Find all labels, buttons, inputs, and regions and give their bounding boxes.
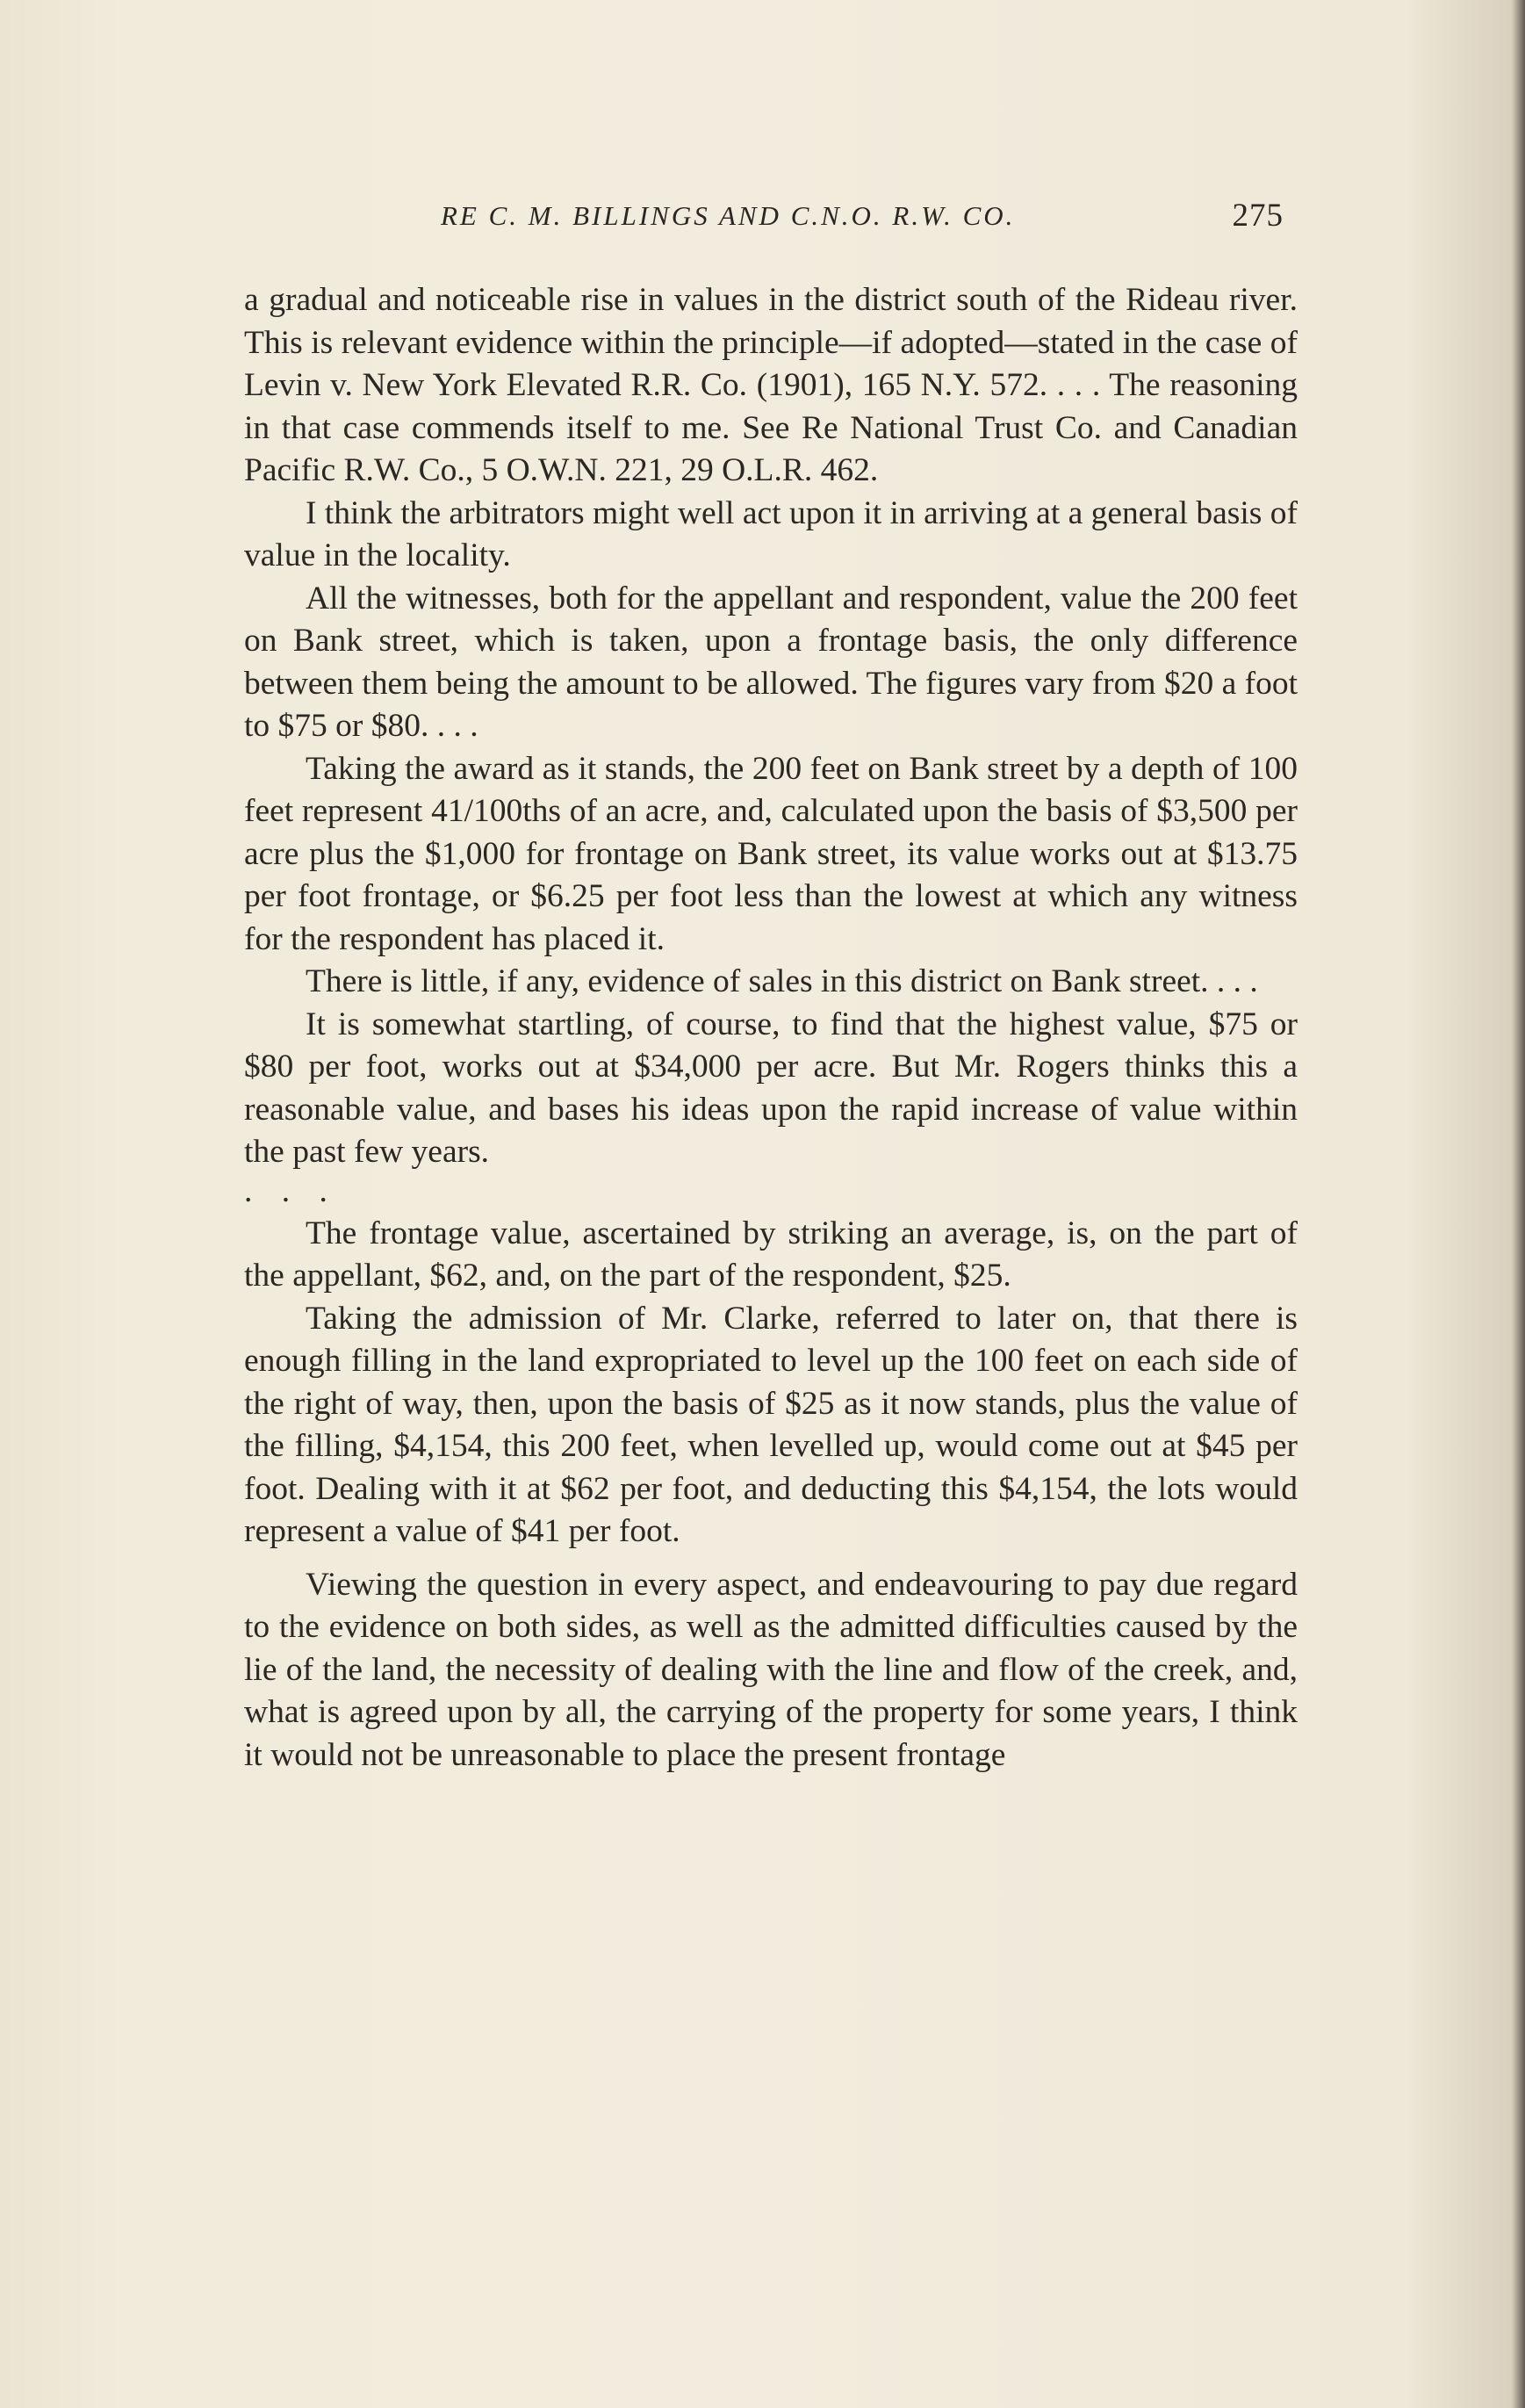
page-binding-edge	[1513, 0, 1525, 2408]
paragraph: Taking the admission of Mr. Clarke, referred to later on, that there is enough filling in the land expropriated to level up the 100 feet on each side of the right of way, then, upon the basis of $25 as it now stands, plus the value of the filling, $4,154, this 200 feet, when levelled up, would come out at $45 per foot. Dealing with it at $62 per foot, and deducting this $4,154, the lots would represent a value of $41 per foot.	[244, 1300, 1298, 1549]
page-number: 275	[1232, 198, 1284, 234]
paragraph: All the witnesses, both for the appellant and respondent, value the 200 feet on Bank street, which is taken, upon a frontage basis, the only difference between them being the amount to be allowed. The figures vary from $20 a foot to $75 or $80. . . .	[244, 580, 1298, 744]
paragraph: There is little, if any, evidence of sales in this district on Bank street. . . .	[306, 963, 1258, 999]
running-title: RE C. M. BILLINGS AND C.N.O. R.W. CO.	[441, 200, 1016, 231]
paragraph: a gradual and noticeable rise in values in the district south of the Rideau river. This is relevant evidence within the principle—if adopted—stated in the case of Levin v. New York Elevated R.R. Co. (1901), 165 N.Y. 572. . . . The reasoning in that case commends itself to me. See Re National Trust Co. and Canadian Pacific R.W. Co., 5 O.W.N. 221, 29 O.L.R. 462.	[244, 282, 1298, 488]
running-head	[248, 193, 1284, 246]
paragraph: The frontage value, ascertained by striking an average, is, on the part of the appellant, $62, and, on the part of the respondent, $25.	[244, 1215, 1298, 1294]
paragraph: Viewing the question in every aspect, and endeavouring to pay due regard to the evidence on both sides, as well as the admitted difficulties caused by the lie of the land, the necessity of dealing with the line and flow of the creek, and, what is agreed upon by all, the carrying of the property for some years, I think it would not be unreasonable to place the present frontage	[244, 1566, 1298, 1773]
paragraph: I think the arbitrators might well act upon it in arriving at a general basis of value in the locality.	[244, 494, 1298, 573]
ellipsis-line: . . .	[244, 1172, 338, 1209]
body-text	[244, 279, 1298, 1777]
paragraph: It is somewhat startling, of course, to find that the highest value, $75 or $80 per foot, works out at $34,000 per acre. But Mr. Rogers thinks this a reasonable value, and bases his ideas upon the rapid increase of value within the past few years.	[244, 1006, 1298, 1170]
paragraph: Taking the award as it stands, the 200 feet on Bank street by a depth of 100 feet represent 41/100ths of an acre, and, calculated upon the basis of $3,500 per acre plus the $1,000 for frontage on Bank street, its value works out at $13.75 per foot frontage, or $6.25 per foot less than the lowest at which any witness for the respondent has placed it.	[244, 750, 1298, 957]
